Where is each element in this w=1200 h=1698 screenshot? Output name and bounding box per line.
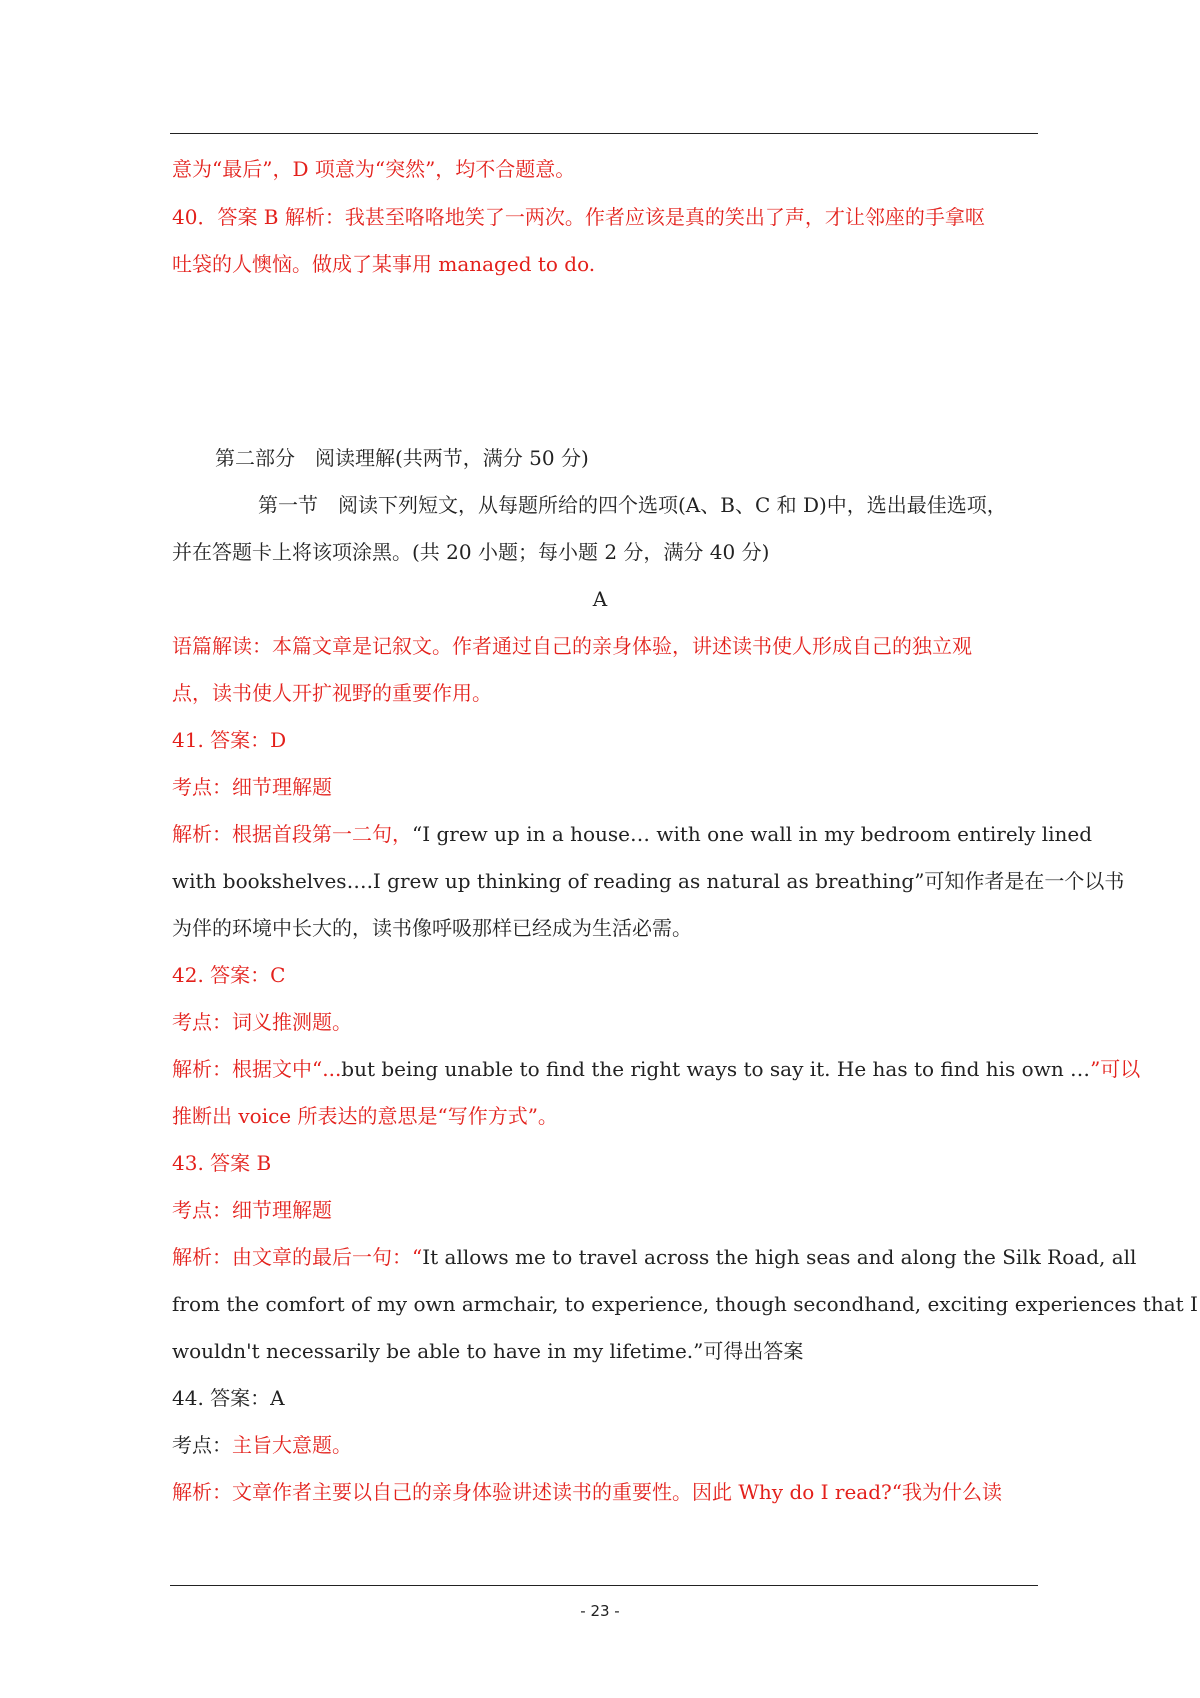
text-segment: 解析：由文章的最后一句：“ bbox=[172, 1245, 423, 1269]
text-segment: 点，读书使人开扩视野的重要作用。 bbox=[172, 681, 492, 705]
text-line bbox=[172, 632, 1038, 660]
text-segment: 解析：文章作者主要以自己的亲身体验讲述读书的重要性。因此 Why do I read?“我为什么读 bbox=[172, 1480, 1002, 1504]
text-line bbox=[172, 914, 1038, 942]
text-segment: It allows me to travel across the high seas and along the Silk Road, all bbox=[422, 1245, 1137, 1269]
text-segment: 44. 答案：A bbox=[172, 1386, 285, 1410]
text-segment: A bbox=[592, 587, 608, 611]
text-line bbox=[172, 1149, 1038, 1177]
text-segment: 意为“最后”，D 项意为“突然”，均不合题意。 bbox=[172, 157, 576, 181]
text-segment: 吐袋的人懊恼。做成了某事用 managed to do. bbox=[172, 252, 596, 276]
text-line bbox=[0, 585, 1200, 613]
text-segment: 41. 答案：D bbox=[172, 728, 287, 752]
text-line bbox=[172, 1384, 1038, 1412]
text-segment: 考点： bbox=[172, 1433, 232, 1457]
text-line bbox=[172, 820, 1093, 848]
text-line bbox=[172, 961, 1038, 989]
text-line bbox=[172, 250, 1038, 278]
text-line bbox=[172, 679, 1038, 707]
text-line bbox=[172, 1243, 1137, 1271]
text-segment: ”可以 bbox=[1090, 1057, 1141, 1081]
text-segment: but being unable to find the right ways to say it. He has to find his own … bbox=[341, 1057, 1091, 1081]
text-segment: 考点：词义推测题。 bbox=[172, 1010, 352, 1034]
text-segment: 42. 答案：C bbox=[172, 963, 286, 987]
text-segment: with bookshelves….I grew up thinking of reading as natural as breathing”可知作者是在一个以书 bbox=[172, 869, 1125, 893]
header-rule bbox=[170, 133, 1038, 134]
page-number: - 23 - bbox=[580, 1602, 620, 1620]
text-line bbox=[258, 491, 1124, 519]
text-line bbox=[172, 1431, 1038, 1459]
text-segment: 40．答案 B 解析：我甚至咯咯地笑了一两次。作者应该是真的笑出了声，才让邻座的手拿呕 bbox=[172, 205, 985, 229]
text-segment: 第一节 阅读下列短文，从每题所给的四个选项(A、B、C 和 D)中，选出最佳选项， bbox=[258, 493, 1007, 517]
text-segment: 考点：细节理解题 bbox=[172, 1198, 332, 1222]
text-segment: 语篇解读：本篇文章是记叙文。作者通过自己的亲身体验，讲述读书使人形成自己的独立观 bbox=[172, 634, 972, 658]
text-segment: 推断出 voice 所表达的意思是“写作方式”。 bbox=[172, 1104, 558, 1128]
text-segment: 主旨大意题。 bbox=[232, 1433, 352, 1457]
text-segment: wouldn't necessarily be able to have in my lifetime.”可得出答案 bbox=[172, 1339, 804, 1363]
text-line bbox=[172, 1196, 1038, 1224]
text-segment: 为伴的环境中长大的，读书像呼吸那样已经成为生活必需。 bbox=[172, 916, 692, 940]
text-segment: 第二部分 阅读理解(共两节，满分 50 分) bbox=[215, 446, 589, 470]
text-segment: 并在答题卡上将该项涂黑。(共 20 小题；每小题 2 分，满分 40 分) bbox=[172, 540, 770, 564]
text-segment: 解析：根据首段第一二句， bbox=[172, 822, 412, 846]
text-segment: 考点：细节理解题 bbox=[172, 775, 332, 799]
text-line bbox=[172, 1478, 1038, 1506]
text-line bbox=[172, 1337, 1038, 1365]
text-line bbox=[172, 538, 1038, 566]
text-line bbox=[172, 726, 1038, 754]
text-line bbox=[172, 773, 1038, 801]
text-line bbox=[172, 155, 1038, 183]
text-segment: “I grew up in a house… with one wall in my bedroom entirely lined bbox=[412, 822, 1093, 846]
text-line bbox=[172, 203, 1038, 231]
text-segment: 43. 答案 B bbox=[172, 1151, 272, 1175]
text-line bbox=[172, 1102, 1038, 1130]
text-segment: from the comfort of my own armchair, to experience, though secondhand, exciting experiences that I bbox=[172, 1292, 1198, 1316]
text-line bbox=[215, 444, 1081, 472]
text-line bbox=[172, 1290, 1198, 1318]
text-line bbox=[172, 1008, 1038, 1036]
text-segment: 解析：根据文中“... bbox=[172, 1057, 342, 1081]
footer-rule bbox=[170, 1585, 1038, 1586]
text-line bbox=[172, 867, 1125, 895]
text-line bbox=[172, 1055, 1141, 1083]
